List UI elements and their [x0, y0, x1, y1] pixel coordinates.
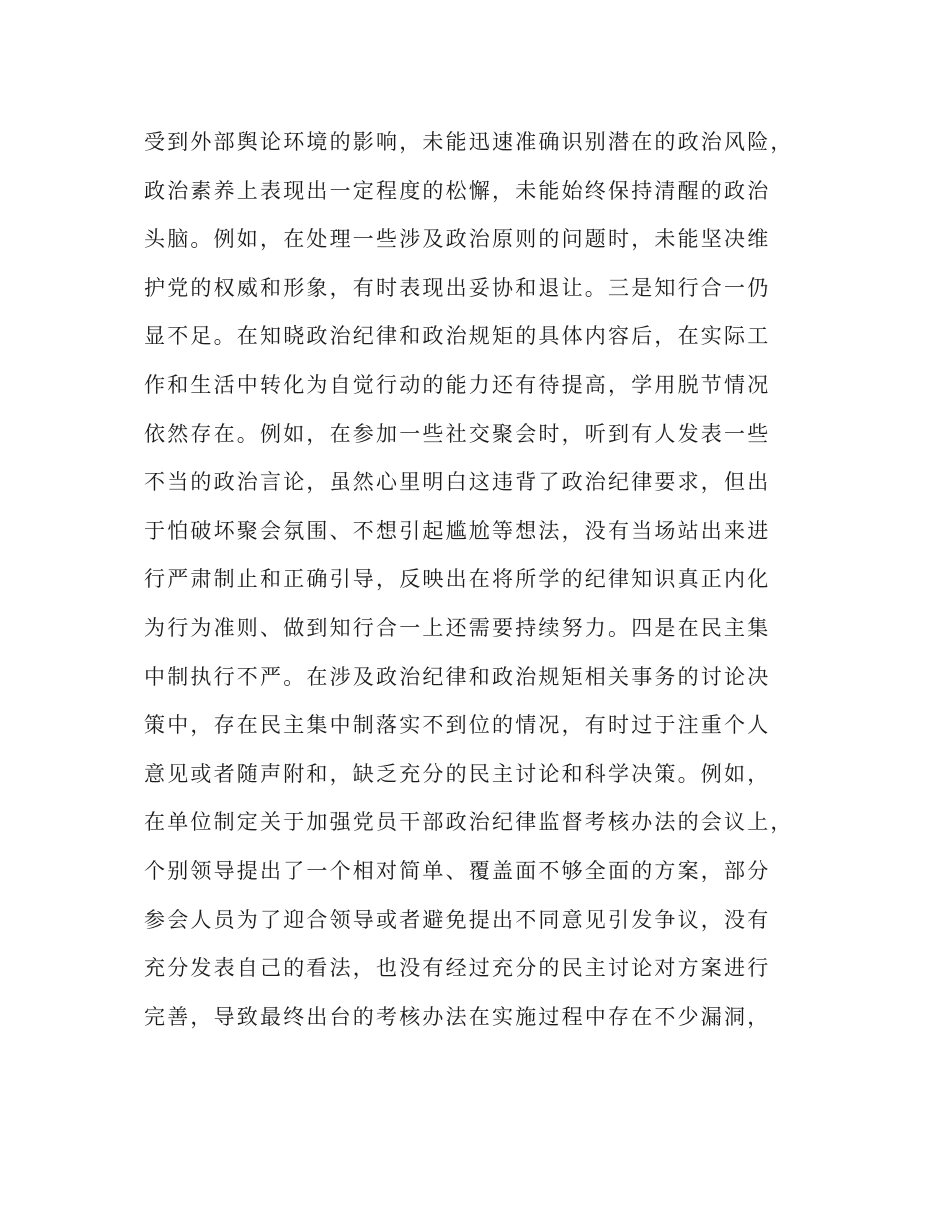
text-line: 作和生活中转化为自觉行动的能力还有待提高，学用脱节情况: [144, 372, 771, 397]
text-line: 显不足。在知晓政治纪律和政治规矩的具体内容后，在实际工: [144, 324, 771, 349]
text-line: 参会人员为了迎合领导或者避免提出不同意见引发争议，没有: [144, 907, 771, 932]
text-line: 策中，存在民主集中制落实不到位的情况，有时过于注重个人: [144, 713, 771, 738]
text-line: 受到外部舆论环境的影响，未能迅速准确识别潜在的政治风险，: [144, 130, 794, 154]
text-line: 于怕破坏聚会氛围、不想引起尴尬等想法，没有当场站出来进: [144, 518, 771, 543]
text-line: 意见或者随声附和，缺乏充分的民主讨论和科学决策。例如，: [144, 761, 771, 786]
text-line: 依然存在。例如，在参加一些社交聚会时，听到有人发表一些: [144, 421, 771, 446]
text-line: 行严肃制止和正确引导，反映出在将所学的纪律知识真正内化: [144, 567, 771, 592]
text-line: 护党的权威和形象，有时表现出妥协和退让。三是知行合一仍: [144, 275, 771, 300]
text-line: 在单位制定关于加强党员干部政治纪律监督考核办法的会议上，: [144, 810, 794, 835]
text-line: 中制执行不严。在涉及政治纪律和政治规矩相关事务的讨论决: [144, 664, 771, 689]
text-line: 头脑。例如，在处理一些涉及政治原则的问题时，未能坚决维: [144, 227, 771, 252]
body-paragraph: [144, 118, 844, 1041]
text-line: 充分发表自己的看法，也没有经过充分的民主讨论对方案进行: [144, 956, 771, 981]
text-line: 不当的政治言论，虽然心里明白这违背了政治纪律要求，但出: [144, 470, 771, 495]
text-line: 完善，导致最终出台的考核办法在实施过程中存在不少漏洞，: [144, 1004, 771, 1029]
text-line: 政治素养上表现出一定程度的松懈，未能始终保持清醒的政治: [144, 178, 771, 203]
text-line: 为行为准则、做到知行合一上还需要持续努力。四是在民主集: [144, 615, 771, 640]
text-line: 个别领导提出了一个相对简单、覆盖面不够全面的方案，部分: [144, 858, 771, 883]
